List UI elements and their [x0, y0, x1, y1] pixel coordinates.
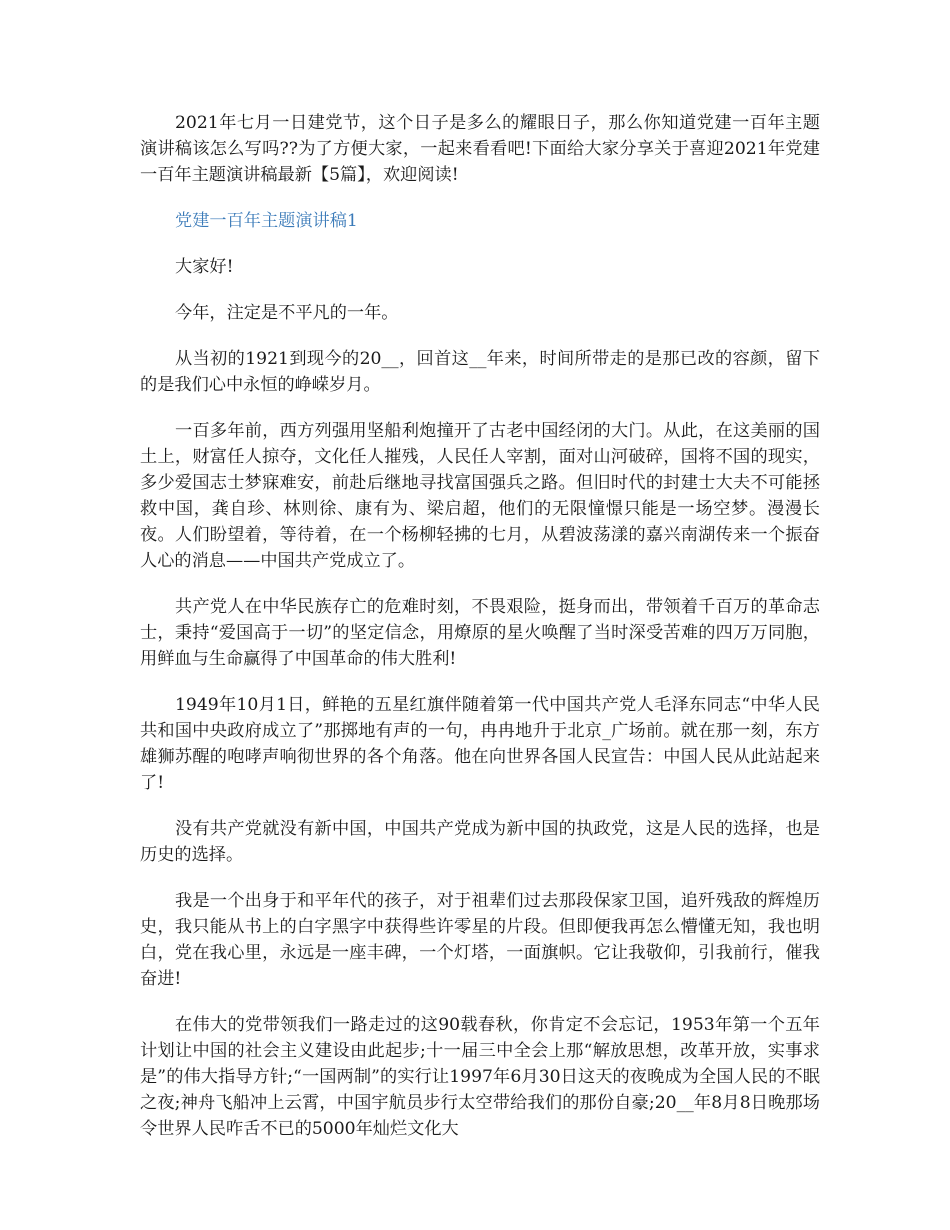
paragraph-2: 从当初的1921到现今的20__，回首这__年来，时间所带走的是那已改的容颜，留下的是我们心中永恒的峥嵘岁月。 [140, 349, 820, 395]
paragraph-8: 在伟大的党带领我们一路走过的这90载春秋，你肯定不会忘记，1953年第一个五年计划让中国的社会主义建设由此起步;十一届三中全会上那“解放思想，改革开放，实事求是”的伟大指导方针;“一国两制”的实行让1997年6月30日这天的夜晚成为全国人民的不眠之夜;神舟飞船冲上云霄，中国宇航员步行太空带给我们的那份自豪;20__年8月8日晚那场令世界人民咋舌不已的5000年灿烂文化大 [140, 1015, 820, 1139]
paragraph-1: 今年，注定是不平凡的一年。 [175, 303, 399, 323]
paragraph-5: 1949年10月1日，鲜艳的五星红旗伴随着第一代中国共产党人毛泽东同志“中华人民共和国中央政府成立了”那掷地有声的一句，冉冉地升于北京_广场前。就在那一刻，东方雄狮苏醒的咆哮声响彻世界的各个角落。他在向世界各国人民宣告：中国人民从此站起来了! [140, 695, 820, 793]
paragraph-4: 共产党人在中华民族存亡的危难时刻，不畏艰险，挺身而出，带领着千百万的革命志士，秉持“爱国高于一切”的坚定信念，用燎原的星火唤醒了当时深受苦难的四万万同胞，用鲜血与生命赢得了中国革命的伟大胜利! [140, 597, 820, 669]
paragraph-7: 我是一个出身于和平年代的孩子，对于祖辈们过去那段保家卫国，追歼残敌的辉煌历史，我只能从书上的白字黑字中获得些许零星的片段。但即便我再怎么懵懂无知，我也明白，党在我心里，永远是一座丰碑，一个灯塔，一面旗帜。它让我敬仰，引我前行，催我奋进! [140, 891, 820, 989]
paragraph-greeting: 大家好! [175, 257, 234, 277]
paragraph-3: 一百多年前，西方列强用坚船利炮撞开了古老中国经闭的大门。从此，在这美丽的国土上，财富任人掠夺，文化任人摧残，人民任人宰割，面对山河破碎，国将不国的现实，多少爱国志士梦寐难安，前赴后继地寻找富国强兵之路。但旧时代的封建士大夫不可能拯救中国，龚自珍、林则徐、康有为、梁启超，他们的无限憧憬只能是一场空梦。漫漫长夜。人们盼望着，等待着，在一个杨柳轻拂的七月，从碧波荡漾的嘉兴南湖传来一个振奋人心的消息——中国共产党成立了。 [140, 421, 820, 571]
paragraph-6: 没有共产党就没有新中国，中国共产党成为新中国的执政党，这是人民的选择，也是历史的选择。 [140, 819, 820, 865]
intro-paragraph: 2021年七月一日建党节，这个日子是多么的耀眼日子，那么你知道党建一百年主题演讲稿该怎么写吗??为了方便大家，一起来看看吧!下面给大家分享关于喜迎2021年党建一百年主题演讲稿最新【5篇】，欢迎阅读! [140, 113, 820, 185]
section-title: 党建一百年主题演讲稿1 [175, 211, 358, 231]
